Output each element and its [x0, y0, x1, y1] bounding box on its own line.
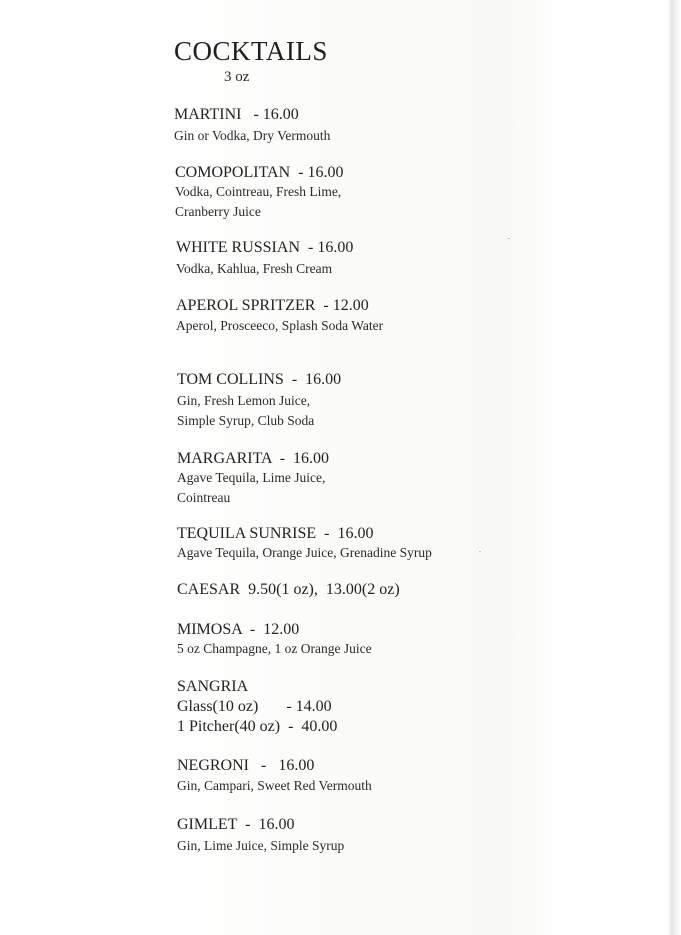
item-tom-collins-desc: Gin, Fresh Lemon Juice, Simple Syrup, Club Soda — [177, 393, 315, 428]
item-aperol-spritzer-desc: Aperol, Prosceeco, Splash Soda Water — [176, 318, 384, 333]
item-negroni-desc: Gin, Campari, Sweet Red Vermouth — [177, 778, 372, 793]
item-martini-name: MARTINI - 16.00 — [174, 106, 299, 123]
menu-title: COCKTAILS — [174, 36, 328, 66]
item-cosmopolitan-desc: Vodka, Cointreau, Fresh Lime, Cranberry Juice — [175, 184, 342, 219]
item-cosmopolitan-name: COMOPOLITAN - 16.00 — [175, 164, 344, 181]
scan-speck — [508, 238, 510, 239]
item-sangria-prices: Glass(10 oz) - 14.00 1 Pitcher(40 oz) - 40.00 — [177, 698, 338, 735]
item-negroni-name: NEGRONI - 16.00 — [177, 757, 315, 774]
menu-subtitle: 3 oz — [224, 69, 250, 85]
item-tequila-sunrise-name: TEQUILA SUNRISE - 16.00 — [177, 525, 374, 542]
item-caesar-name: CAESAR 9.50(1 oz), 13.00(2 oz) — [177, 581, 400, 598]
item-mimosa-desc: 5 oz Champagne, 1 oz Orange Juice — [177, 641, 372, 656]
item-sangria-name: SANGRIA — [177, 678, 249, 695]
item-martini-desc: Gin or Vodka, Dry Vermouth — [174, 128, 331, 143]
item-gimlet-desc: Gin, Lime Juice, Simple Syrup — [177, 838, 345, 853]
scan-speck — [479, 551, 481, 552]
item-aperol-spritzer-name: APEROL SPRITZER - 12.00 — [176, 297, 369, 314]
item-white-russian-name: WHITE RUSSIAN - 16.00 — [176, 239, 354, 256]
item-white-russian-desc: Vodka, Kahlua, Fresh Cream — [176, 261, 333, 276]
item-margarita-name: MARGARITA - 16.00 — [177, 450, 330, 467]
item-margarita-desc: Agave Tequila, Lime Juice, Cointreau — [177, 470, 326, 505]
item-gimlet-name: GIMLET - 16.00 — [177, 816, 295, 833]
item-mimosa-name: MIMOSA - 12.00 — [177, 621, 300, 638]
item-tequila-sunrise-desc: Agave Tequila, Orange Juice, Grenadine Syrup — [177, 545, 432, 560]
item-tom-collins-name: TOM COLLINS - 16.00 — [177, 371, 342, 388]
